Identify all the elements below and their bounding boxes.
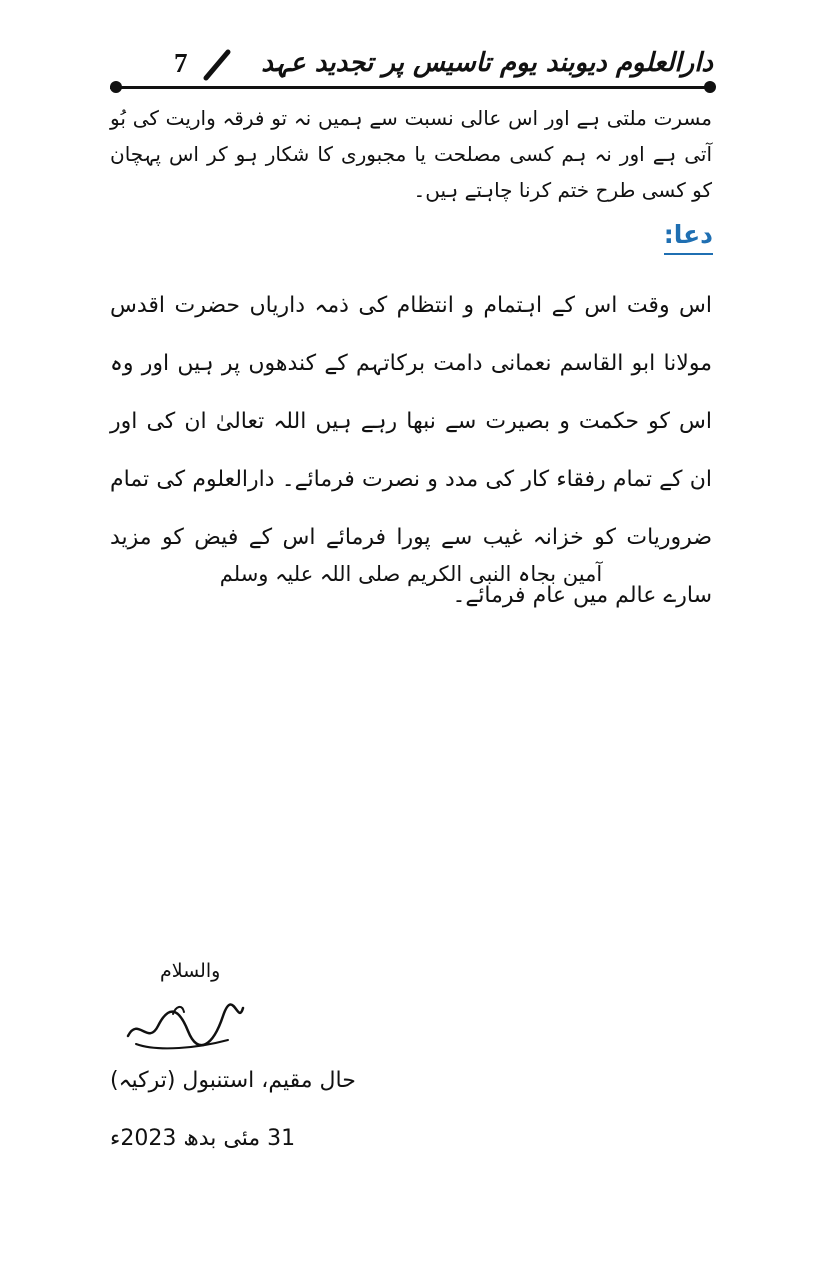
slash-mark-icon <box>200 48 234 82</box>
page-number-text: 7 <box>174 48 188 78</box>
signoff-date: 31 مئی بدھ 2023ء <box>110 1126 296 1151</box>
rule-dot-left <box>110 81 122 93</box>
header-title: دارالعلوم دیوبند یوم تاسیس پر تجدید عہد <box>261 48 713 78</box>
salutation: والسلام <box>160 960 221 982</box>
page-number <box>174 48 188 79</box>
body-paragraph-2: اس وقت اس کے اہتمام و انتظام کی ذمہ داریاں حضرت اقدس مولانا ابو القاسم نعمانی دامت برکاتہم کے کندھوں پر ہیں اور وہ اس کو حکمت و بصیرت سے نبھا رہے ہیں اللہ تعالیٰ ان کی اور ان کے تمام رفقاء کار کی مدد و نصرت فرمائے۔ دارالعلوم کی تمام ضروریات کو خزانہ غیب سے پورا فرمائے اس کے فیض کو مزید سارے عالم میں عام فرمائے۔ <box>110 293 712 608</box>
header-rule <box>110 86 712 89</box>
body-paragraph-1: مسرت ملتی ہے اور اس عالی نسبت سے ہمیں نہ تو فرقہ واریت کی بُو آتی ہے اور نہ ہم کسی مصلحت یا مجبوری کا شکار ہو کر اس پہچان کو کسی طرح ختم کرنا چاہتے ہیں۔ <box>110 106 712 202</box>
rule-dot-right <box>704 81 716 93</box>
closing-prayer: آمین بجاہ النبی الکریم صلی اللہ علیہ وسلم <box>219 562 603 586</box>
signoff-location: حال مقیم، استنبول (ترکیہ) <box>110 1068 356 1093</box>
handwritten-signature <box>118 996 248 1056</box>
section-heading-dua: دعا: <box>664 220 713 255</box>
